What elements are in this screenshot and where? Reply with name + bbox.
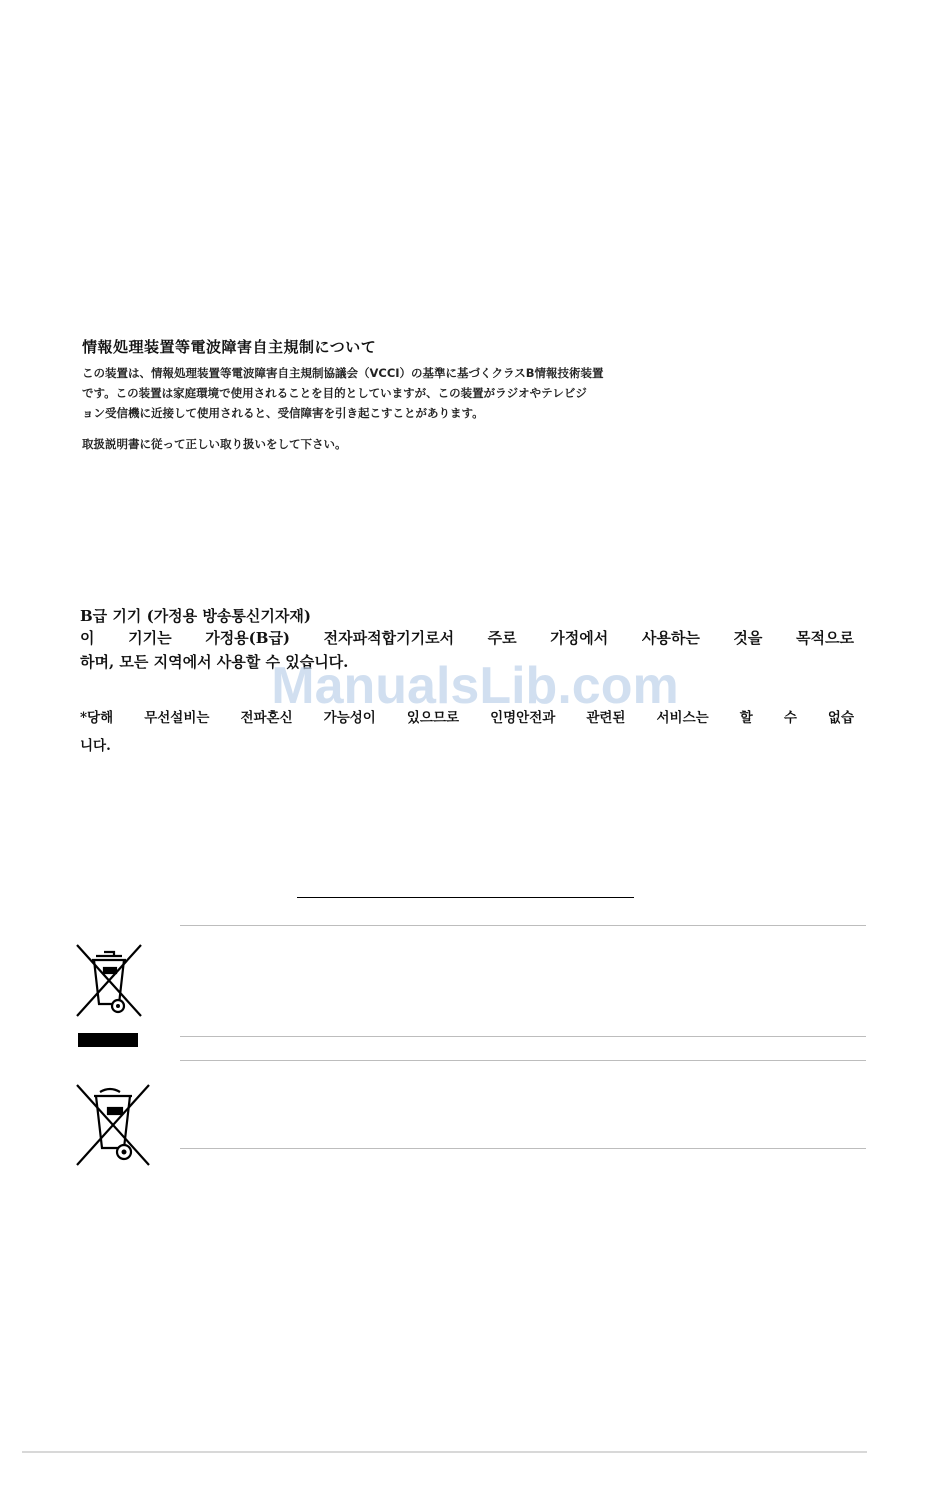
kr-notice-line: 이 기기는 가정용(B급) 전자파적합기기로서 주로 가정에서 사용하는 것을 목적으로: [80, 629, 854, 647]
korean-class-b-notice: [80, 605, 860, 674]
table-rule: [180, 1060, 866, 1061]
jp-notice-title: 情報処理装置等電波障害自主規制について: [82, 338, 377, 356]
japanese-vcci-notice: [82, 336, 742, 423]
korean-radio-note: [80, 704, 860, 760]
jp-notice-line: です。この装置は家庭環境で使用されることを目的としていますが、この装置がラジオやテレビジ: [82, 386, 587, 400]
crossed-out-wheelie-bin-icon: [74, 942, 144, 1020]
kr-notice-title: B급 기기 (가정용 방송통신기자재): [80, 607, 311, 625]
section-divider: [297, 897, 634, 898]
watermark: ManualsLib.com: [271, 657, 679, 715]
kr-note-line: *당해 무선설비는 전파혼신 가능성이 있으므로 인명안전과 관련된 서비스는 할 수 없습: [80, 710, 854, 726]
table-rule: [180, 1148, 866, 1149]
table-rule: [180, 925, 866, 926]
jp-notice-line: この装置は、情報処理装置等電波障害自主規制協議会（VCCI）の基準に基づくクラスB情報技術装置: [82, 366, 604, 380]
page-footer-rule: [22, 1451, 867, 1453]
jp-notice-footer: 取扱説明書に従って正しい取り扱いをして下さい。: [82, 437, 347, 451]
table-rule: [180, 1036, 866, 1037]
kr-notice-line: 하며, 모든 지역에서 사용할 수 있습니다.: [80, 653, 349, 671]
kr-note-line: 니다.: [80, 738, 111, 754]
crossed-out-battery-bin-icon: [74, 1082, 152, 1168]
weee-date-bar: [78, 1033, 138, 1047]
jp-notice-line: ョン受信機に近接して使用されると、受信障害を引き起こすことがあります。: [82, 406, 484, 420]
